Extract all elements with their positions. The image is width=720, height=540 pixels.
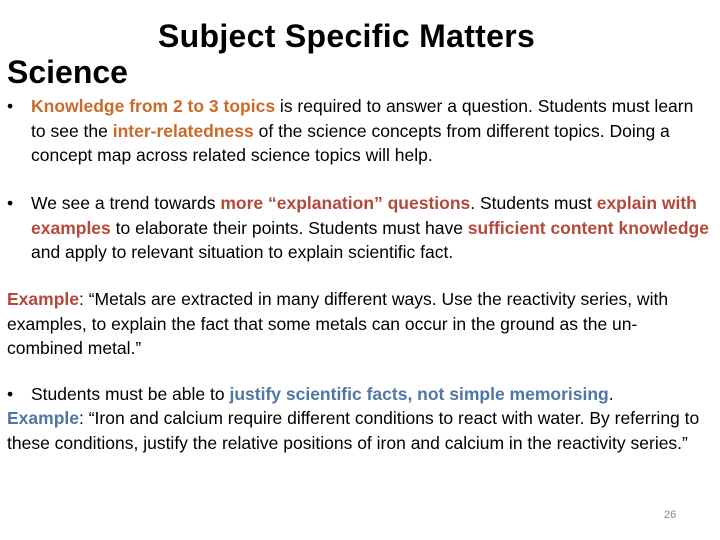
bullet-justify [7,382,712,407]
slide-title: Subject Specific Matters [158,18,536,54]
highlight-explanation-questions: more “explanation” questions [220,193,471,213]
bullet-text: and apply to relevant situation to explain scientific fact. [31,242,454,262]
example-metals [7,287,712,361]
bullet-text: of the science concepts from different topics. Doing a concept map across related science topics will help. [31,120,670,165]
highlight-knowledge-topics: Knowledge from 2 to 3 topics [31,96,276,116]
bullet-marker: • [7,384,14,404]
highlight-content-knowledge: sufficient content knowledge [467,217,709,238]
example-label: Example [7,289,79,309]
example-text: : “Metals are extracted in many different ways. Use the reactivity series, with examples, to explain the fact that some metals can occur in the ground as the un-combined metal.” [7,289,669,358]
example-label: Example [7,408,79,428]
bullet-explanation [7,191,712,265]
bullet-text: . [608,384,614,404]
highlight-explain-examples: explain with examples [31,193,697,238]
page-number: 26 [664,509,677,521]
bullet-text: We see a trend towards [31,193,221,213]
example-text: : “Iron and calcium require different conditions to react with water. By referring to these conditions, justify the relative positions of iron and calcium in the reactivity series.” [7,408,700,453]
bullet-text: to elaborate their points. Students must have [110,217,468,238]
bullet-marker: • [7,96,14,116]
bullet-text: . Students must [470,193,597,213]
subject-heading: Science [7,54,128,90]
example-iron-calcium [7,406,712,455]
bullet-marker: • [7,193,14,213]
bullet-text: Students must be able to [31,384,230,404]
bullet-text: is required to answer a question. Students must learn to see the [31,96,694,141]
highlight-inter-relatedness: inter-relatedness [112,120,254,141]
bullet-knowledge [7,94,712,168]
highlight-justify-facts: justify scientific facts, not simple memorising [229,384,609,404]
